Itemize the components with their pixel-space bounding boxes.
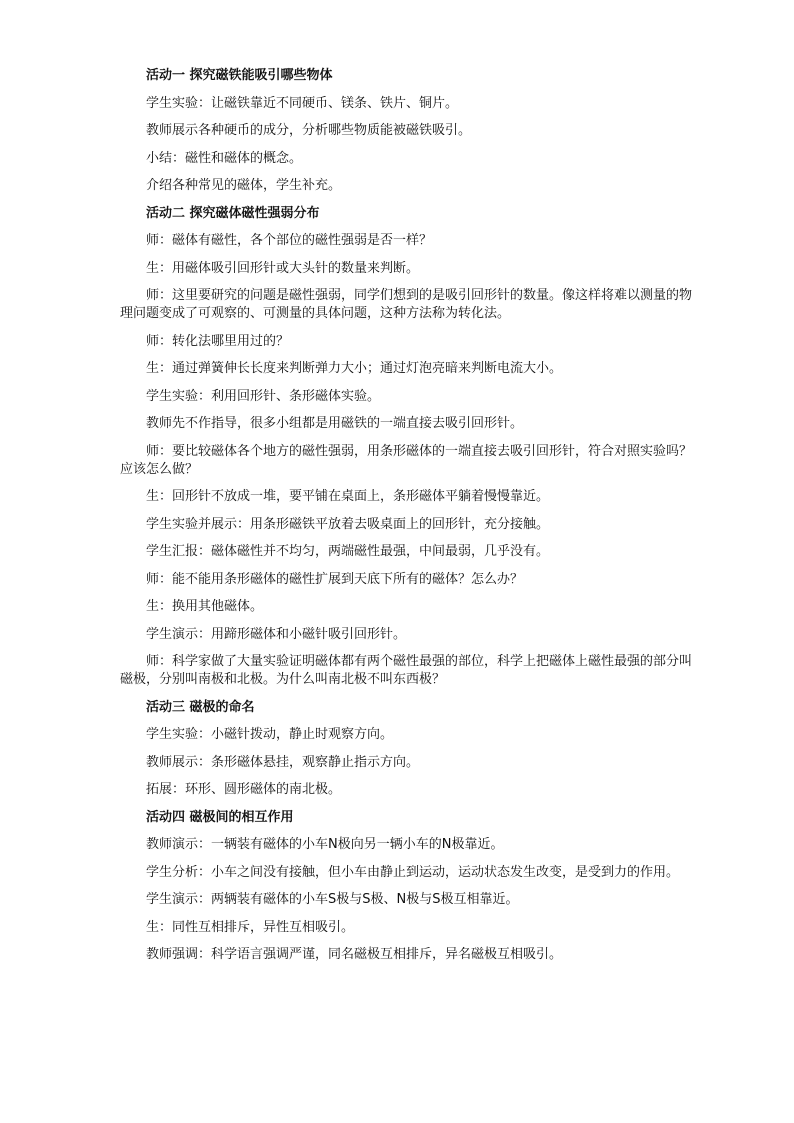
section-heading-activity-1: 活动一 探究磁铁能吸引哪些物体 [146,68,333,83]
paragraph: 学生实验：让磁铁靠近不同硬币、镁条、铁片、铜片。 [146,95,459,111]
paragraph: 教师展示各种硬币的成分，分析哪些物质能被磁铁吸引。 [146,123,472,138]
paragraph: 师：能不能用条形磁体的磁性扩展到天底下所有的磁体？怎么办？ [146,571,524,587]
paragraph: 生：用磁体吸引回形针或大头针的数量来判断。 [146,260,420,276]
paragraph: 学生演示：两辆装有磁体的小车S极与S极、N极与S极互相靠近。 [146,892,519,907]
section-heading-activity-4: 活动四 磁极间的相互作用 [146,809,294,825]
paragraph: 拓展：环形、圆形磁体的南北极。 [146,782,342,797]
paragraph: 介绍各种常见的磁体，学生补充。 [146,178,342,193]
paragraph: 学生分析：小车之间没有接触，但小车由静止到运动，运动状态发生改变，是受到力的作用。 [146,864,680,880]
document-body [120,67,692,974]
paragraph: 教师先不作指导，很多小组都是用磁铁的一端直接去吸引回形针。 [146,416,524,431]
section-heading-activity-3: 活动三 磁极的命名 [146,699,255,715]
paragraph: 学生实验：利用回形针、条形磁体实验。 [146,388,381,404]
paragraph: 学生汇报：磁体磁性并不均匀，两端磁性最强，中间最弱，几乎没有。 [146,544,550,559]
paragraph: 生：通过弹簧伸长长度来判断弹力大小；通过灯泡亮暗来判断电流大小。 [146,361,563,376]
paragraph: 教师展示：条形磁体悬挂，观察静止指示方向。 [146,754,420,770]
paragraph: 教师演示：一辆装有磁体的小车N极向另一辆小车的N极靠近。 [146,837,504,852]
paragraph: 学生实验并展示：用条形磁铁平放着去吸桌面上的回形针，充分接触。 [146,516,550,532]
paragraph: 学生演示：用蹄形磁体和小磁针吸引回形针。 [146,626,407,642]
paragraph: 学生实验：小磁针拨动，静止时观察方向。 [146,727,394,742]
paragraph: 师：这里要研究的问题是磁性强弱，同学们想到的是吸引回形针的数量。像这样将难以测量的物理问题变成了可观察的、可测量的具体问题，这种方法称为转化法。 [120,288,693,321]
paragraph: 师：转化法哪里用过的？ [146,333,290,349]
paragraph: 师：磁体有磁性，各个部位的磁性强弱是否一样？ [146,233,433,248]
paragraph: 生：回形针不放成一堆，要平铺在桌面上，条形磁体平躺着慢慢靠近。 [146,489,550,504]
section-heading-activity-2: 活动二 探究磁体磁性强弱分布 [146,205,320,221]
paragraph: 教师强调：科学语言强调严谨，同名磁极互相排斥，异名磁极互相吸引。 [146,947,563,962]
paragraph: 师：要比较磁体各个地方的磁性强弱，用条形磁体的一端直接去吸引回形针，符合对照实验吗？应该怎么做？ [120,443,693,477]
paragraph: 生：换用其他磁体。 [146,599,264,614]
paragraph: 师：科学家做了大量实验证明磁体都有两个磁性最强的部位，科学上把磁体上磁性最强的部分叫磁极，分别叫南极和北极。为什么叫南北极不叫东西极？ [120,654,693,687]
paragraph: 生：同性互相排斥，异性互相吸引。 [146,919,355,935]
paragraph: 小结：磁性和磁体的概念。 [146,150,303,166]
